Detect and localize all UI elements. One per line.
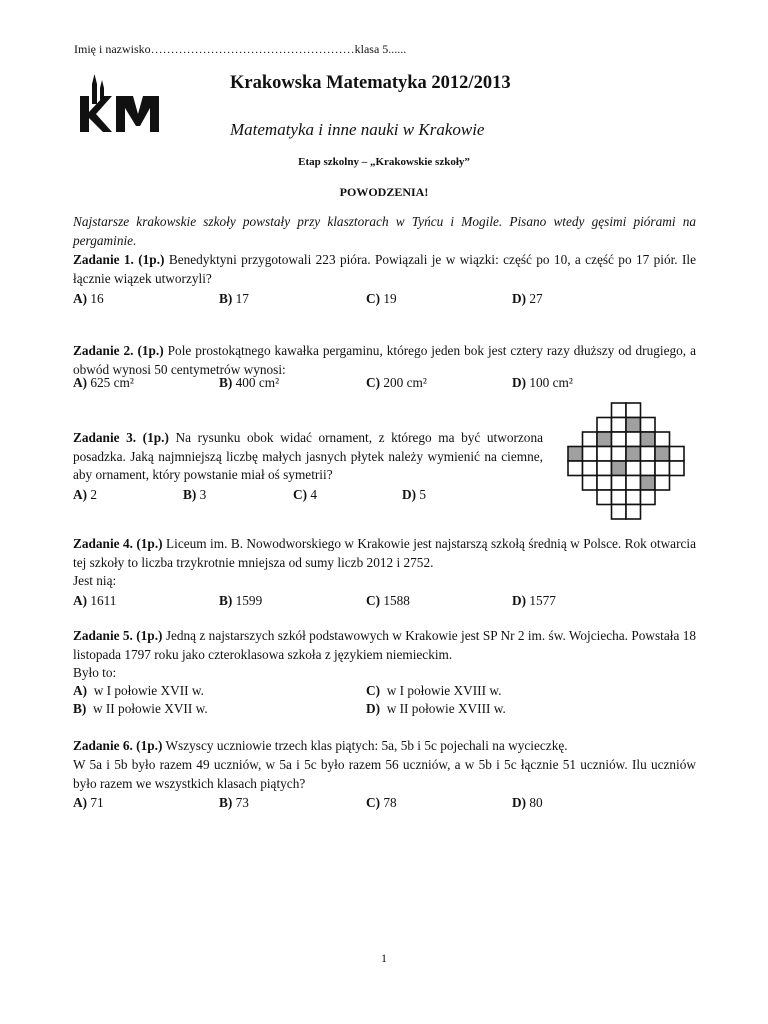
task-6-option-a[interactable]: A) 71 (73, 795, 104, 810)
intro-paragraph: Najstarsze krakowskie szkoły powstały przy klasztorach w Tyńcu i Mogile. Pisano wtedy gęsimi piórami na pergaminie. (73, 214, 696, 248)
task-6-text-2: W 5a i 5b było razem 49 uczniów, w 5a i 5c było razem 56 uczniów, a w 5b i 5c łącznie 51 uczniów. Ilu uczniów było razem we wszystkich klasach piątych? (73, 757, 696, 791)
task-1-option-d[interactable]: D) 27 (512, 291, 543, 306)
task-5-option-a[interactable]: A) w I połowie XVII w. (73, 683, 204, 698)
ornament-tile (597, 490, 612, 505)
ornament-tile (597, 461, 612, 476)
ornament-tile (655, 476, 670, 491)
ornament-tile (612, 432, 627, 447)
task-1-option-b[interactable]: B) 17 (219, 291, 249, 306)
ornament-tile (612, 490, 627, 505)
name-class-line: Imię i nazwisko……………………………………………klasa 5...... (74, 42, 407, 56)
task-5-option-b[interactable]: B) w II połowie XVII w. (73, 701, 208, 716)
ornament-tile (626, 432, 641, 447)
task-4-option-b[interactable]: B) 1599 (219, 593, 263, 608)
ornament-tile (612, 505, 627, 520)
ornament-tile (597, 476, 612, 491)
ornament-tile (597, 418, 612, 433)
ornament-tile (568, 461, 583, 476)
task-4-lead: Jest nią: (73, 573, 117, 588)
ornament-tile (626, 505, 641, 520)
ornament-tile (612, 418, 627, 433)
good-luck-heading: POWODZENIA! (339, 185, 429, 199)
ornament-tile (626, 447, 641, 462)
ornament-tile (641, 418, 656, 433)
ornament-tile (655, 432, 670, 447)
task-2-label: Zadanie 2. (1p.) (73, 343, 164, 358)
task-5-option-c[interactable]: C) w I połowie XVIII w. (366, 683, 502, 698)
task-5 (73, 627, 696, 664)
task-2-option-a[interactable]: A) 625 cm² (73, 375, 134, 390)
task-4-label: Zadanie 4. (1p.) (73, 536, 163, 551)
ornament-tile (641, 447, 656, 462)
ornament-tile (597, 432, 612, 447)
task-2-option-c[interactable]: C) 200 cm² (366, 375, 427, 390)
task-3-text: Na rysunku obok widać ornament, z którego ma być utworzona posadzka. Jaką najmniejszą liczbę małych jasnych płytek należy wymienić na ciemne, aby ornament, który powstanie miał oś symetrii? (73, 430, 543, 482)
ornament-figure (562, 400, 692, 527)
task-6-text: Wszyscy uczniowie trzech klas piątych: 5a, 5b i 5c pojechali na wycieczkę. (165, 738, 568, 753)
ornament-tile (612, 461, 627, 476)
page-number: 1 (381, 951, 387, 965)
task-1-text: Benedyktyni przygotowali 223 pióra. Powiązali je w wiązki: część po 10, a część po 17 piór. Ile łącznie wiązek utworzyli? (73, 252, 696, 286)
stage-label: Etap szkolny – „Krakowskie szkoły” (298, 156, 470, 168)
task-4-text: Liceum im. B. Nowodworskiego w Krakowie jest najstarszą szkołą średnią w Polsce. Rok otwarcia tej szkoły to liczba trzykrotnie mniejsza od sumy liczb 2012 i 2752. (73, 536, 697, 570)
ornament-tile (626, 490, 641, 505)
ornament-tile (583, 432, 598, 447)
task-3 (73, 429, 543, 485)
ornament-tile (612, 403, 627, 418)
ornament-tile (626, 476, 641, 491)
ornament-tile (626, 403, 641, 418)
ornament-tile (612, 447, 627, 462)
task-5-label: Zadanie 5. (1p.) (73, 628, 163, 643)
task-3-option-d[interactable]: D) 5 (402, 487, 427, 502)
ornament-tile (670, 447, 685, 462)
task-1-option-a[interactable]: A) 16 (73, 291, 104, 306)
task-6-option-d[interactable]: D) 80 (512, 795, 543, 810)
task-3-option-c[interactable]: C) 4 (293, 487, 318, 502)
task-2-option-d[interactable]: D) 100 cm² (512, 375, 573, 390)
ornament-tile (583, 476, 598, 491)
task-3-option-b[interactable]: B) 3 (183, 487, 207, 502)
task-2-option-b[interactable]: B) 400 cm² (219, 375, 280, 390)
task-2-text: Pole prostokątnego kawałka pergaminu, którego jeden bok jest cztery razy dłuższy od drugiego, a obwód wynosi 50 centymetrów wynosi: (73, 343, 696, 377)
document-title: Krakowska Matematyka 2012/2013 (230, 73, 511, 93)
task-4-option-d[interactable]: D) 1577 (512, 593, 556, 608)
task-1 (73, 251, 696, 288)
task-6-label: Zadanie 6. (1p.) (73, 738, 163, 753)
task-5-lead: Było to: (73, 665, 117, 680)
ornament-tile (641, 432, 656, 447)
task-2 (73, 342, 696, 379)
ornament-tile (641, 461, 656, 476)
task-4-option-a[interactable]: A) 1611 (73, 593, 117, 608)
ornament-tile (612, 476, 627, 491)
task-3-label: Zadanie 3. (1p.) (73, 430, 169, 445)
task-5-option-d[interactable]: D) w II połowie XVIII w. (366, 701, 506, 716)
ornament-tile (626, 461, 641, 476)
task-5-text: Jedną z najstarszych szkół podstawowych w Krakowie jest SP Nr 2 im. św. Wojciecha. Powstała 18 listopada 1797 roku jako czteroklasowa szkoła z językiem niemieckim. (73, 628, 697, 662)
ornament-tile (641, 476, 656, 491)
task-1-option-c[interactable]: C) 19 (366, 291, 397, 306)
ornament-tile (641, 490, 656, 505)
ornament-tile (655, 461, 670, 476)
km-logo (78, 74, 162, 136)
ornament-tile (583, 461, 598, 476)
ornament-tile (583, 447, 598, 462)
task-3-option-a[interactable]: A) 2 (73, 487, 98, 502)
ornament-tile (597, 447, 612, 462)
task-6-option-c[interactable]: C) 78 (366, 795, 397, 810)
ornament-tile (626, 418, 641, 433)
task-6-option-b[interactable]: B) 73 (219, 795, 249, 810)
task-1-label: Zadanie 1. (1p.) (73, 252, 165, 267)
ornament-tile (670, 461, 685, 476)
ornament-tile (568, 447, 583, 462)
task-6 (73, 737, 696, 756)
ornament-tile (655, 447, 670, 462)
task-4-option-c[interactable]: C) 1588 (366, 593, 410, 608)
document-subtitle: Matematyka i inne nauki w Krakowie (230, 120, 485, 139)
task-4 (73, 535, 696, 572)
